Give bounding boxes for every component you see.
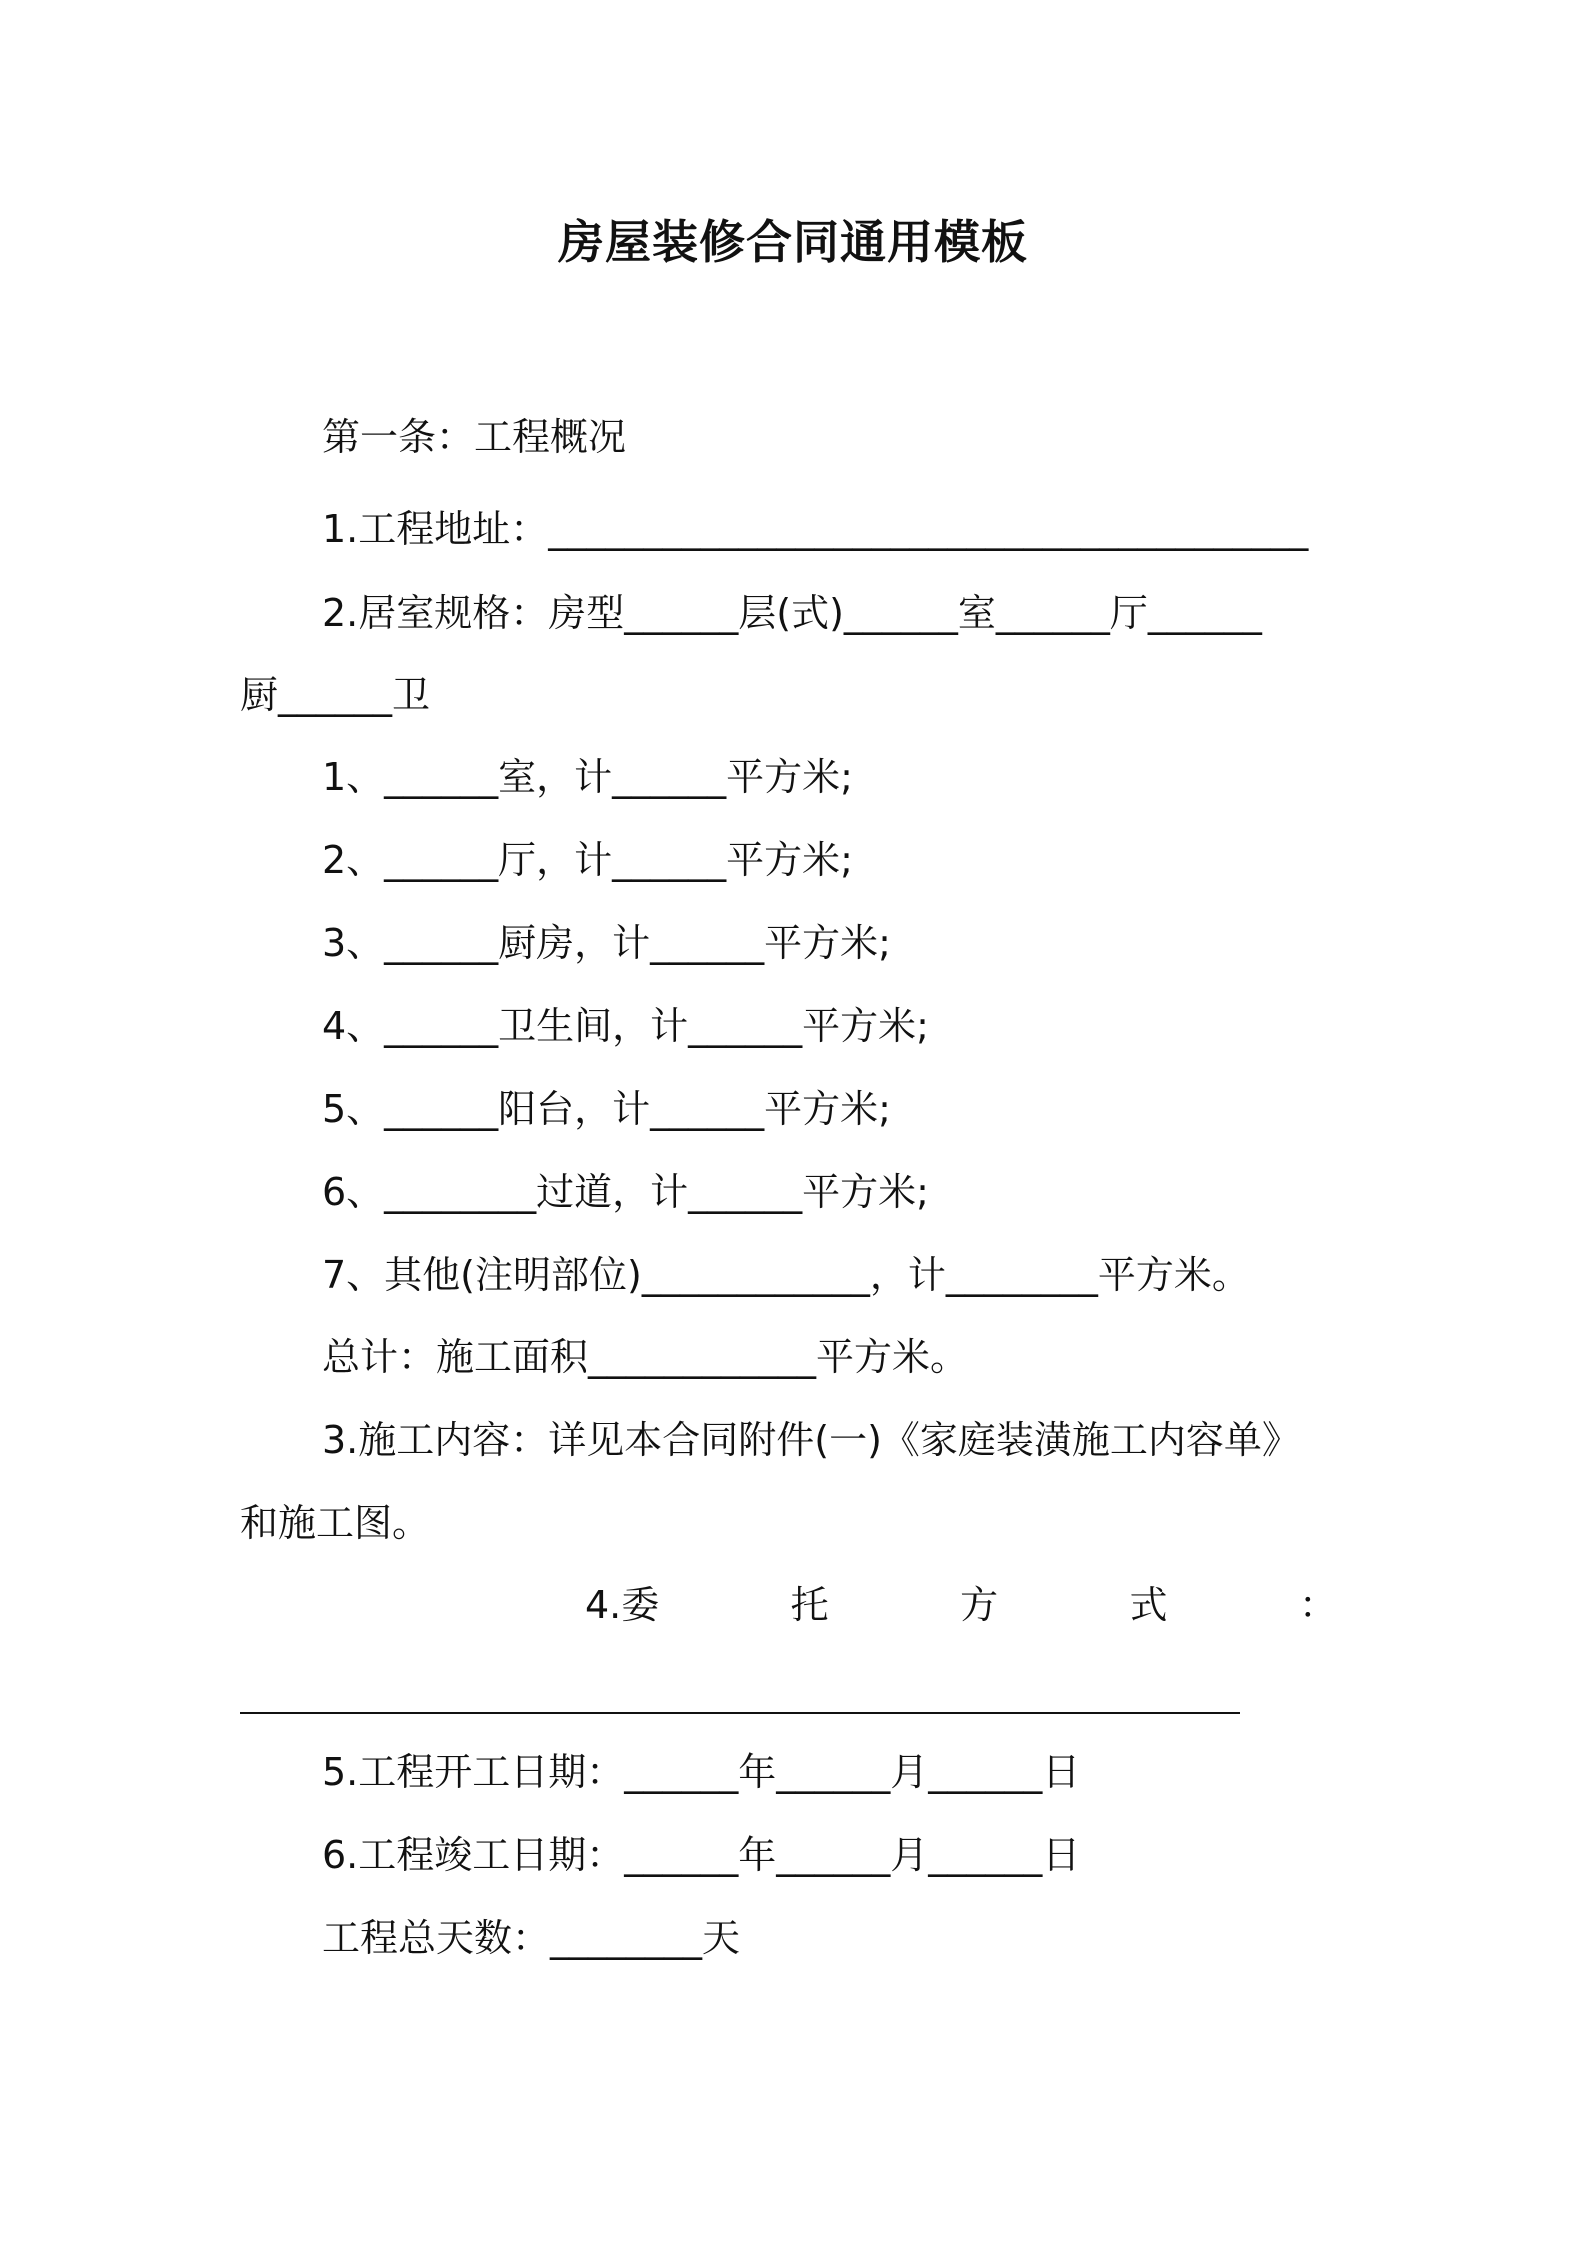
entrust-char: 4.委	[585, 1583, 660, 1627]
entrust-method-blank	[240, 1712, 1240, 1714]
room-spec-line-continued: 厨______卫	[240, 673, 431, 717]
entrust-char: 托	[790, 1583, 829, 1627]
project-address-line: 1.工程地址：________________________________________	[322, 507, 1309, 551]
end-date-line: 6.工程竣工日期：______年______月______日	[322, 1833, 1081, 1877]
entrust-char: 方	[960, 1583, 999, 1627]
document-title: 房屋装修合同通用模板	[558, 215, 1028, 269]
entrust-method-label	[585, 1578, 1337, 1632]
area-item: 4、______卫生间，计______平方米;	[322, 1004, 929, 1048]
total-area-line: 总计：施工面积____________平方米。	[322, 1335, 969, 1379]
total-days-line: 工程总天数：________天	[322, 1916, 741, 1960]
area-item: 3、______厨房，计______平方米;	[322, 921, 891, 965]
area-item: 5、______阳台，计______平方米;	[322, 1087, 891, 1131]
construction-content-line: 3.施工内容：详见本合同附件(一)《家庭装潢施工内容单》	[322, 1418, 1300, 1462]
room-spec-line: 2.居室规格：房型______层(式)______室______厅______	[322, 591, 1262, 635]
area-item: 6、________过道，计______平方米;	[322, 1170, 929, 1214]
entrust-char: 式	[1129, 1583, 1168, 1627]
start-date-line: 5.工程开工日期：______年______月______日	[322, 1750, 1081, 1794]
area-item: 7、其他(注明部位)____________，计________平方米。	[322, 1253, 1250, 1297]
entrust-char: ：	[1298, 1583, 1337, 1627]
section-heading: 第一条：工程概况	[322, 415, 627, 459]
area-item: 2、______厅，计______平方米;	[322, 838, 853, 882]
area-item: 1、______室，计______平方米;	[322, 755, 853, 799]
construction-content-line-continued: 和施工图。	[240, 1501, 431, 1545]
